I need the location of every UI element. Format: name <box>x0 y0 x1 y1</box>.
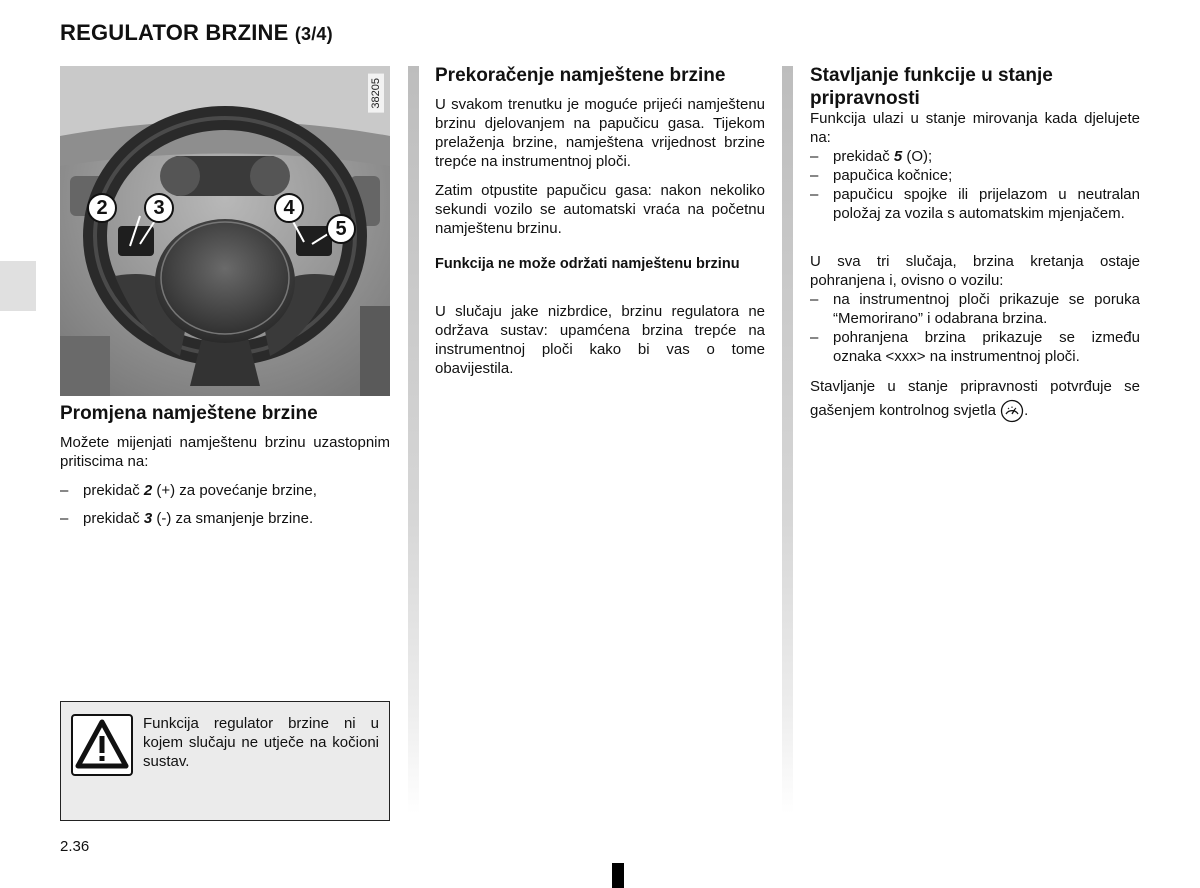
callout-4: 4 <box>274 193 304 223</box>
list-item: – papučica kočnice; <box>810 167 953 184</box>
list-item: – pohranjena brzina prikazuje se između oznaka <xxx> na instrumentnoj ploči. <box>810 329 1140 365</box>
list-item: – prekidač 2 (+) za povećanje brzine, <box>60 482 317 499</box>
page-number: 2.36 <box>60 838 90 855</box>
list-item: – prekidač 5 (O); <box>810 148 933 165</box>
right-paragraph-2: U sva tri slučaja, brzina kretanja ostaje pohranjena i, ovisno o vozilu: <box>810 253 1140 289</box>
middle-subheading: Funkcija ne može održati namještenu brzinu <box>435 256 740 272</box>
middle-paragraph-3: U slučaju jake nizbrdice, brzinu regulatora ne održava sustav: upamćena brzina trepće na instrumentnoj ploči kako bi vas o tome obavijestila. <box>435 303 765 377</box>
middle-paragraph-1: U svakom trenutku je moguće prijeći namještenu brzinu djelovanjem na papučicu gasa. Tijekom prelaženja brzine, namještena vrijednost brzine trepće na instrumentnoj ploči. <box>435 96 765 170</box>
warning-box <box>60 701 390 821</box>
list-item: – papučicu spojke ili prijelazom u neutralan položaj za vozila s automatskim mjenjačem. <box>810 186 1140 222</box>
middle-heading: Prekoračenje namještene brzine <box>435 65 726 86</box>
callout-2: 2 <box>87 193 117 223</box>
right-intro: Funkcija ulazi u stanje mirovanja kada djelujete na: <box>810 110 1140 146</box>
list-item: – na instrumentnoj ploči prikazuje se poruka “Memorirano” i odabrana brzina. <box>810 291 1140 327</box>
page-title <box>60 20 333 46</box>
page-edge-marker <box>612 863 624 888</box>
left-intro: Možete mijenjati namještenu brzinu uzastopnim pritiscima na: <box>60 434 390 470</box>
warning-text: Funkcija regulator brzine ni u kojem slučaju ne utječe na kočioni sustav. <box>143 715 379 770</box>
right-heading: Stavljanje funkcije u stanje pripravnosti <box>810 65 1053 109</box>
cruise-control-speedometer-icon <box>1000 399 1024 423</box>
list-item: – prekidač 3 (-) za smanjenje brzine. <box>60 510 314 527</box>
left-heading: Promjena namještene brzine <box>60 403 318 424</box>
column-divider-right <box>782 66 793 814</box>
right-paragraph-3: Stavljanje u stanje pripravnosti potvrđuje se gašenjem kontrolnog svjetla . <box>810 375 1140 423</box>
page-title-text: REGULATOR BRZINE <box>60 20 289 45</box>
callout-5: 5 <box>326 214 356 244</box>
chapter-tab <box>0 261 36 311</box>
figure-reference-number: 38205 <box>368 74 384 113</box>
callout-3: 3 <box>144 193 174 223</box>
middle-paragraph-2: Zatim otpustite papučicu gasa: nakon nekoliko sekundi vozilo se automatski vraća na početnu namještenu brzinu. <box>435 182 765 237</box>
warning-triangle-icon <box>71 714 133 776</box>
page-title-part: (3/4) <box>294 24 333 44</box>
steering-wheel-figure <box>60 66 390 396</box>
column-divider-left <box>408 66 419 814</box>
